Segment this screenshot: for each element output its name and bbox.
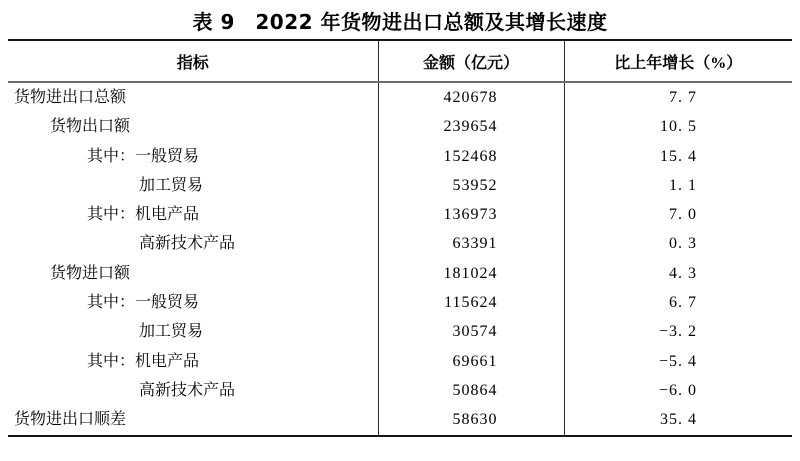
growth-cell: 7. 7 [669, 89, 697, 106]
column-header-growth: 比上年增长（%） [564, 40, 792, 82]
table-row [8, 288, 792, 317]
table-row [8, 82, 792, 112]
table-row [8, 142, 792, 171]
indicator-cell: 高新技术产品 [8, 376, 378, 405]
column-header-indicator: 指标 [8, 40, 378, 82]
indicator-cell: 货物进出口顺差 [8, 405, 378, 435]
growth-cell: 7. 0 [669, 206, 697, 224]
table-row [8, 405, 792, 435]
indicator-cell: 其中：一般贸易 [8, 142, 378, 171]
table-row [8, 229, 792, 258]
amount-cell: 69661 [378, 347, 564, 376]
growth-cell: 15. 4 [660, 147, 697, 165]
column-header-amount: 金额（亿元） [378, 40, 564, 82]
amount-cell: 181024 [378, 259, 564, 288]
table-body [8, 82, 792, 436]
amount-cell: 152468 [378, 142, 564, 171]
table-row [8, 317, 792, 346]
amount-cell: 420678 [378, 82, 564, 112]
indicator-cell: 加工贸易 [8, 317, 378, 346]
indicator-cell: 其中：机电产品 [8, 200, 378, 229]
indicator-cell: 其中：机电产品 [8, 347, 378, 376]
growth-cell: 6. 7 [669, 294, 697, 312]
amount-cell: 30574 [378, 317, 564, 346]
growth-cell: 1. 1 [669, 176, 697, 194]
amount-cell: 58630 [378, 405, 564, 435]
table-row [8, 347, 792, 376]
indicator-cell: 其中：一般贸易 [8, 288, 378, 317]
amount-cell: 63391 [378, 229, 564, 258]
table-title: 表 9 2022 年货物进出口总额及其增长速度 [192, 10, 608, 34]
table-row [8, 259, 792, 288]
table-row [8, 171, 792, 200]
amount-cell: 115624 [378, 288, 564, 317]
table-row [8, 200, 792, 229]
growth-cell: 4. 3 [669, 264, 697, 282]
table-row [8, 112, 792, 141]
imports-exports-table [8, 39, 792, 437]
indicator-cell: 货物进出口总额 [8, 82, 378, 112]
table-row [8, 376, 792, 405]
amount-cell: 136973 [378, 200, 564, 229]
indicator-cell: 货物进口额 [8, 259, 378, 288]
table-header-row [8, 40, 792, 82]
growth-cell: −3. 2 [658, 323, 697, 341]
amount-cell: 53952 [378, 171, 564, 200]
indicator-cell: 加工贸易 [8, 171, 378, 200]
growth-cell: 0. 3 [669, 235, 697, 253]
amount-cell: 239654 [378, 112, 564, 141]
growth-cell: 10. 5 [660, 118, 697, 136]
growth-cell: −5. 4 [658, 352, 697, 370]
amount-cell: 50864 [378, 376, 564, 405]
indicator-cell: 货物出口额 [8, 112, 378, 141]
indicator-cell: 高新技术产品 [8, 229, 378, 258]
growth-cell: −6. 0 [658, 381, 697, 399]
growth-cell: 35. 4 [660, 411, 697, 429]
